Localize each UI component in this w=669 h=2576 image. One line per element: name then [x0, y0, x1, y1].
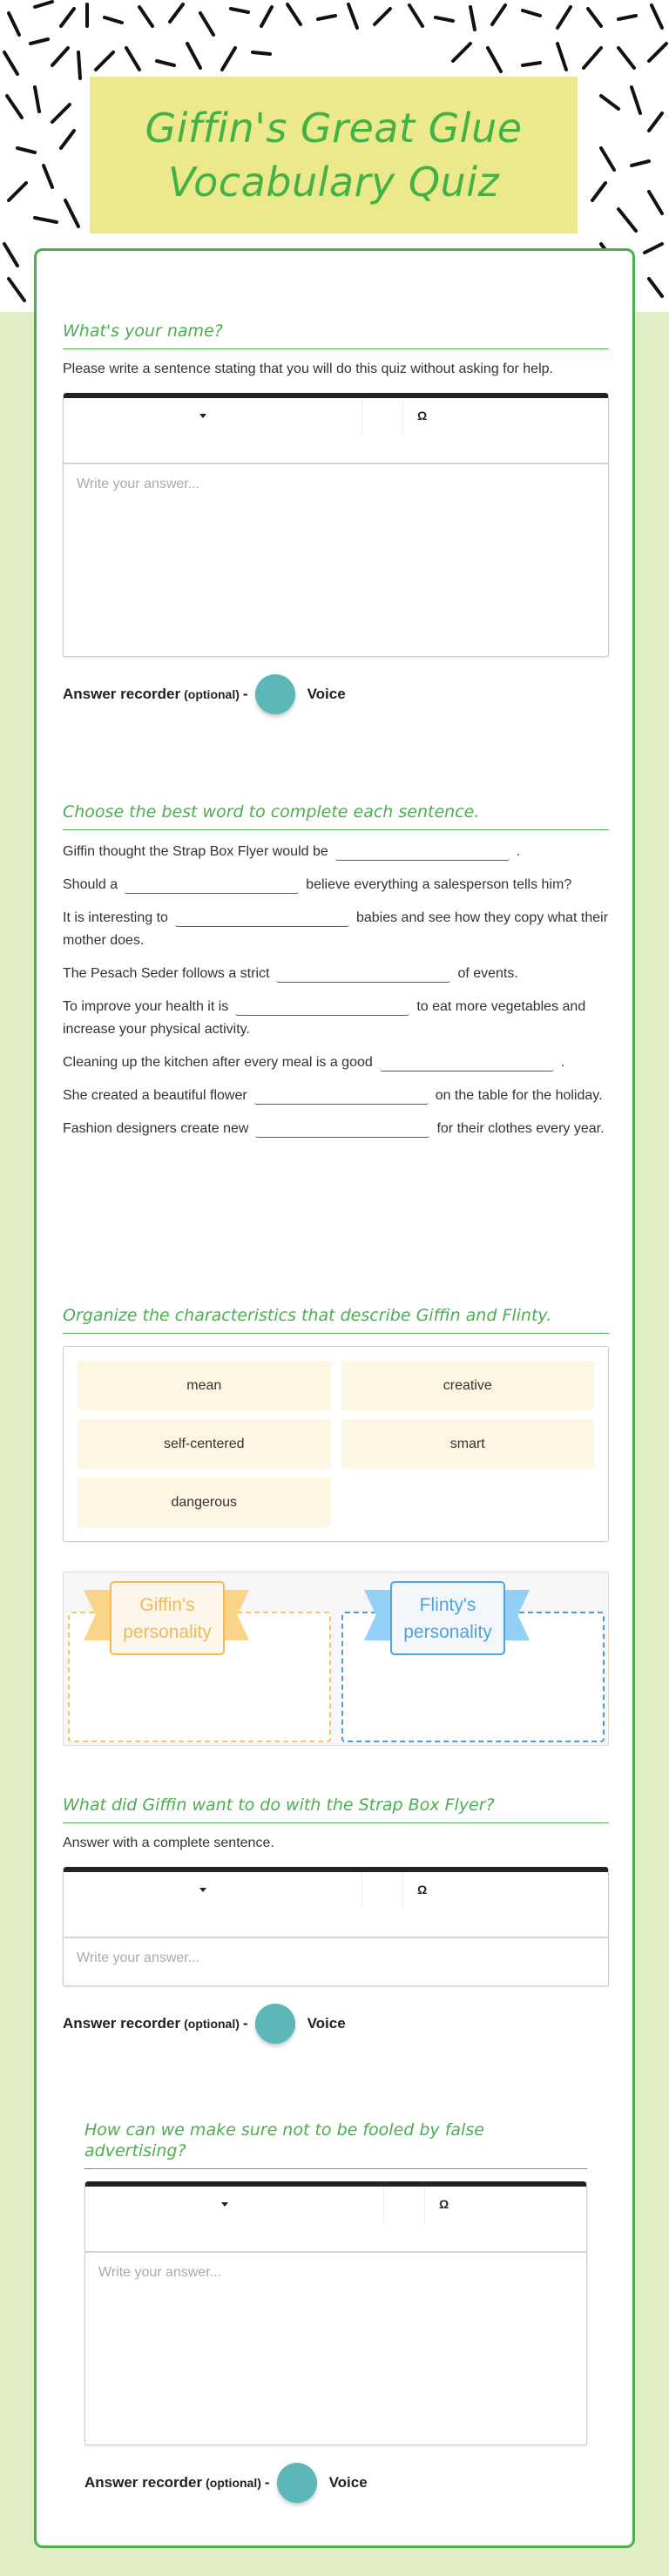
- sort-chip[interactable]: smart: [341, 1419, 595, 1469]
- recorder-optional: (optional): [184, 2017, 240, 2031]
- fill-sentence: Should a believe everything a salesperson tells him?: [63, 874, 609, 896]
- rich-text-editor: [63, 393, 609, 657]
- recorder-label: Answer recorder: [63, 2015, 181, 2032]
- sort-chip[interactable]: self-centered: [78, 1419, 331, 1469]
- blank-input[interactable]: [235, 997, 409, 1016]
- rich-text-editor: [63, 1867, 609, 1986]
- blank-input[interactable]: [175, 908, 349, 927]
- blank-input[interactable]: [380, 1052, 554, 1072]
- record-voice-button[interactable]: [277, 2463, 317, 2503]
- recorder-dash: -: [242, 686, 248, 702]
- caret-down-icon: [199, 1888, 206, 1892]
- question-title: How can we make sure not to be fooled by false advertising?: [84, 2120, 587, 2169]
- recorder-label: Answer recorder: [84, 2474, 203, 2491]
- fill-sentence: Fashion designers create new for their clothes every year.: [63, 1118, 609, 1140]
- question-description: Please write a sentence stating that you will do this quiz without asking for help.: [63, 362, 553, 376]
- format-dropdown[interactable]: [64, 1872, 362, 1910]
- ribbon-giffin: [84, 1590, 249, 1640]
- question-name: [63, 321, 609, 714]
- question-title: Choose the best word to complete each sentence.: [63, 801, 609, 830]
- answer-textarea[interactable]: Write your answer...: [98, 2265, 222, 2280]
- toolbar-button[interactable]: [362, 1872, 403, 1910]
- blank-input[interactable]: [276, 963, 450, 983]
- blank-input[interactable]: [254, 1085, 429, 1105]
- caret-down-icon: [221, 2202, 228, 2207]
- question-description: Answer with a complete sentence.: [63, 1836, 274, 1850]
- answer-recorder: [63, 674, 609, 714]
- fill-sentence: Giffin thought the Strap Box Flyer would be .: [63, 841, 609, 863]
- question-false-advertising: [84, 2120, 587, 2503]
- record-voice-button[interactable]: [255, 674, 295, 714]
- answer-textarea[interactable]: Write your answer...: [77, 477, 200, 491]
- quiz-title-box: [90, 77, 578, 233]
- recorder-optional: (optional): [184, 687, 240, 701]
- fill-sentence: It is interesting to babies and see how they copy what their mother does.: [63, 907, 609, 952]
- ribbon-flinty: [364, 1590, 530, 1640]
- question-title: What did Giffin want to do with the Strap Box Flyer?: [63, 1795, 609, 1823]
- sort-item-pool: [63, 1346, 609, 1542]
- special-character-button[interactable]: Ω: [417, 409, 428, 423]
- recorder-optional: (optional): [206, 2476, 261, 2490]
- question-fill-blanks: [63, 801, 609, 1140]
- question-strap-box: [63, 1795, 609, 2044]
- fill-sentence: She created a beautiful flower on the table for the holiday.: [63, 1085, 609, 1107]
- answer-recorder: [63, 2004, 609, 2044]
- fill-sentence: To improve your health it is to eat more vegetables and increase your physical activity.: [63, 996, 609, 1041]
- blank-input[interactable]: [335, 842, 510, 861]
- format-dropdown[interactable]: [85, 2187, 384, 2225]
- voice-label: Voice: [328, 2474, 368, 2491]
- sort-chip[interactable]: creative: [341, 1361, 595, 1410]
- sort-drop-zones: [63, 1572, 609, 1746]
- rich-text-editor: [84, 2181, 587, 2445]
- question-title: What's your name?: [63, 321, 609, 349]
- record-voice-button[interactable]: [255, 2004, 295, 2044]
- page-title: Giffin's Great Glue Vocabulary Quiz: [145, 105, 523, 206]
- special-character-button[interactable]: Ω: [417, 1883, 428, 1897]
- recorder-dash: -: [264, 2474, 270, 2491]
- editor-toolbar: [64, 1872, 608, 1938]
- recorder-label: Answer recorder: [63, 686, 181, 702]
- toolbar-button[interactable]: [362, 398, 403, 436]
- fill-sentence: The Pesach Seder follows a strict of events.: [63, 963, 609, 985]
- format-dropdown[interactable]: [64, 398, 362, 436]
- fill-sentence: Cleaning up the kitchen after every meal is a good .: [63, 1051, 609, 1074]
- voice-label: Voice: [307, 2015, 346, 2032]
- editor-toolbar: [85, 2187, 586, 2253]
- recorder-dash: -: [242, 2015, 248, 2032]
- sort-chip[interactable]: dangerous: [78, 1477, 331, 1527]
- caret-down-icon: [199, 414, 206, 418]
- voice-label: Voice: [307, 686, 346, 702]
- editor-toolbar: [64, 398, 608, 464]
- sort-chip[interactable]: mean: [78, 1361, 331, 1410]
- special-character-button[interactable]: Ω: [439, 2197, 449, 2211]
- answer-recorder: [84, 2463, 587, 2503]
- category-label-giffin: Giffin's personality: [110, 1581, 225, 1655]
- question-sort: [63, 1305, 609, 1746]
- blank-input[interactable]: [125, 875, 299, 894]
- toolbar-button[interactable]: [384, 2187, 425, 2225]
- quiz-card: [34, 248, 635, 2548]
- question-title: Organize the characteristics that describe Giffin and Flinty.: [63, 1305, 609, 1334]
- category-label-flinty: Flinty's personality: [390, 1581, 505, 1655]
- blank-input[interactable]: [255, 1119, 429, 1138]
- answer-textarea[interactable]: Write your answer...: [77, 1951, 200, 1965]
